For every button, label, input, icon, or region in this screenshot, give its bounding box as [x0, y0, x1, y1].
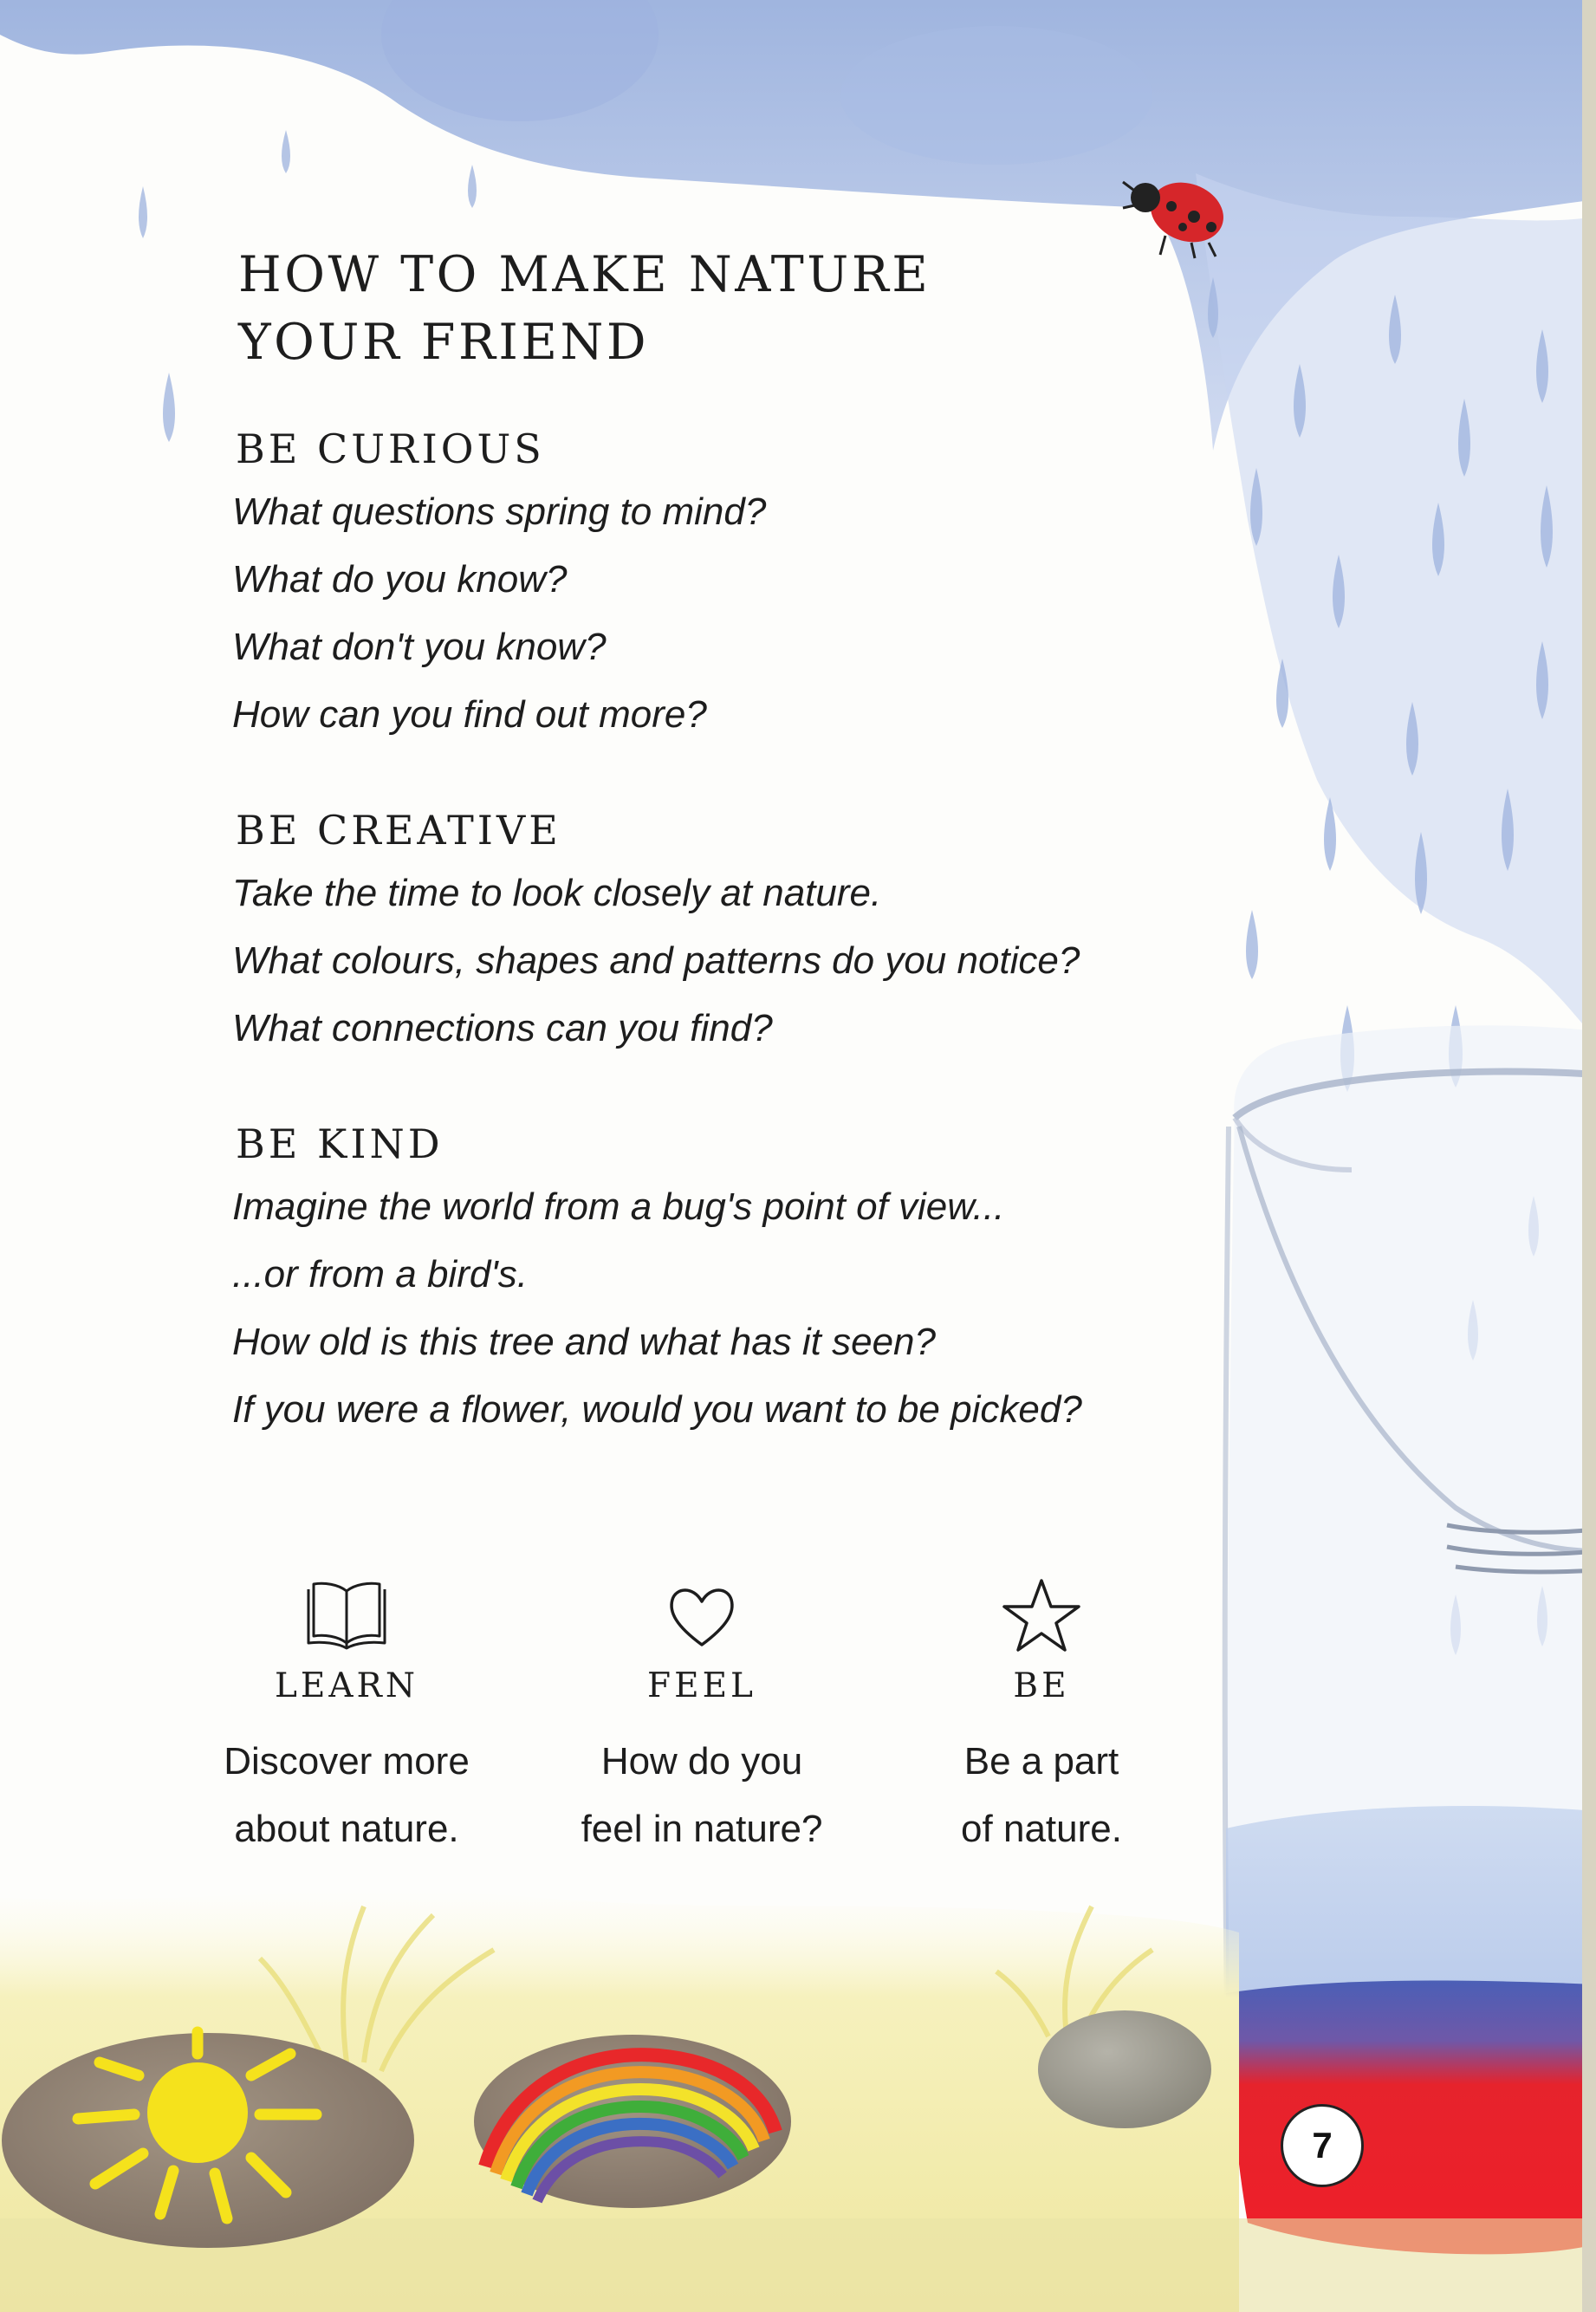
book-icon	[303, 1575, 390, 1653]
question-line: How can you find out more?	[232, 693, 707, 736]
question-line: Imagine the world from a bug's point of view...	[232, 1185, 1005, 1228]
pillar-label: BE	[1013, 1666, 1070, 1705]
question-line: ...or from a bird's.	[232, 1253, 528, 1296]
pillar-description-line: of nature.	[961, 1808, 1122, 1850]
section-be-kind	[232, 1118, 1185, 1444]
question-line: What colours, shapes and patterns do you notice?	[232, 939, 1080, 982]
pillar-description	[182, 1728, 511, 1863]
section-heading: BE KIND	[236, 1120, 444, 1167]
question-line: How old is this tree and what has it seen?	[232, 1321, 937, 1363]
section-be-creative	[232, 804, 1185, 1062]
question-line: What do you know?	[232, 558, 568, 601]
section-be-curious	[232, 423, 1185, 749]
pillar-description	[877, 1728, 1206, 1863]
pillar-description-line: How do you	[600, 1740, 803, 1783]
page-number: 7	[1281, 2104, 1364, 2187]
pillar-description-line: about nature.	[234, 1808, 459, 1850]
question-line: If you were a flower, would you want to be picked?	[232, 1388, 1082, 1431]
question-line: What questions spring to mind?	[232, 490, 767, 533]
page-title-line-2: YOUR FRIEND	[238, 314, 650, 371]
heart-icon	[659, 1575, 745, 1653]
pillar-feel	[537, 1575, 866, 1863]
pillar-description	[537, 1728, 866, 1863]
section-heading: BE CURIOUS	[236, 425, 545, 472]
question-line: Take the time to look closely at nature.	[232, 872, 882, 914]
pillar-label: LEARN	[274, 1666, 419, 1705]
page-title	[238, 241, 931, 376]
question-line: What don't you know?	[232, 626, 607, 668]
pillar-be	[877, 1575, 1206, 1863]
pillar-description-line: Discover more	[224, 1740, 470, 1783]
star-icon	[998, 1575, 1085, 1653]
pillar-learn	[182, 1575, 511, 1863]
pillar-label: FEEL	[647, 1666, 756, 1705]
page-title-line-1: HOW TO MAKE NATURE	[238, 246, 931, 303]
pillar-description-line: Be a part	[963, 1740, 1119, 1783]
section-heading: BE CREATIVE	[236, 807, 561, 854]
pillar-description-line: feel in nature?	[581, 1808, 823, 1850]
question-line: What connections can you find?	[232, 1007, 773, 1049]
